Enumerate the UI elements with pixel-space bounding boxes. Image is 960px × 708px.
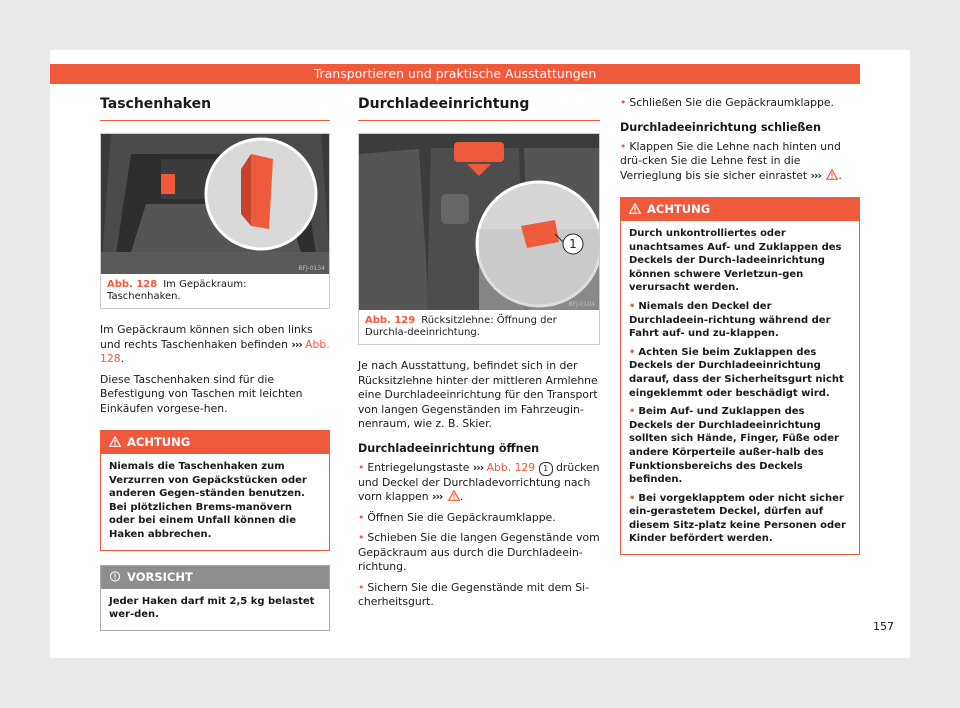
paragraph [100,323,330,367]
text: drücken und Deckel der Durchladevorrichtung nach vorn klappen [358,460,600,503]
column-durchladeeinrichtung [358,96,600,610]
text: Entriegelungstaste [367,460,470,474]
bullet: • [358,510,365,524]
warning-triangle-icon[interactable] [826,169,838,180]
bullet-item: • Klappen Sie die Lehne nach hinten und drü-cken Sie die Lehne fest in die Verrieglung bis sie sicher einrastet ››› . [620,139,842,182]
text: Sichern Sie die Gegenstände mit dem Si-cherheitsgurt. [358,580,590,608]
section-heading-taschenhaken: Taschenhaken [100,96,330,121]
section-heading-durchladeeinrichtung: Durchladeeinrichtung [358,96,600,121]
page-number: 157 [873,620,894,633]
text: Schließen Sie die Gepäckraumklappe. [629,96,834,109]
figure-caption-text: Im Gepäckraum: Taschenhaken. [107,279,247,302]
bullet: • [620,139,627,153]
warning-item [629,405,851,487]
figure-marker-1: 1 [569,237,577,251]
bullet-item [358,531,600,575]
bullet: • [358,580,365,594]
text: Beim Auf- und Zuklappen des Deckels der Durchladeeinrichtung sollten sich Hände, Finger, Füße oder andere Körperteile außer-halb des Funktionsbereichs des Deckels befinden. [629,406,839,486]
warning-title: ACHTUNG [647,202,711,216]
bullet: • [629,346,636,358]
warning-triangle-icon [629,203,641,214]
warning-item [629,492,851,546]
column-taschenhaken [100,96,330,631]
warning-header [621,198,859,221]
caution-title: VORSICHT [127,569,193,584]
info-icon [109,571,121,582]
warning-intro: Durch unkontrolliertes oder unachtsames Auf- und Zuklappen des Deckels der Durch-ladeeinrichtung können schwere Verletzun-gen verursacht werden. [629,228,842,294]
figure-caption-text: Rücksitzlehne: Öffnung der Durchla-deeinrichtung. [365,315,557,338]
figure-128 [100,133,330,309]
text: Öffnen Sie die Gepäckraumklappe. [367,510,556,524]
figure-129-image [359,134,599,310]
text: Klappen Sie die Lehne nach hinten und drü-cken Sie die Lehne fest in die Verrieglung bis sie sicher einrastet [620,139,841,182]
text: Niemals den Deckel der Durchladeein-richtung während der Fahrt auf- und zu-klappen. [629,300,831,340]
bullet: • [629,492,636,504]
text: Bei vorgeklapptem oder nicht sicher ein-gerastetem Deckel, dürfen auf diesem Sitz-platz keine Personen oder Kinder befördert werden. [629,492,846,545]
bullet: • [629,406,636,418]
paragraph: Je nach Ausstattung, befindet sich in der Rücksitzlehne hinter der mittleren Armlehne eine Durchladeeinrichtung für den Transport von langen Gegenständen im Fahrzeugin-nenraum, wie z. B. Skier. [358,359,598,430]
warning-triangle-icon[interactable] [448,490,460,501]
text: Achten Sie beim Zuklappen des Deckels der Durchladeeinrichtung darauf, dass der Sicherheitsgurt nicht eingeklemmt oder beschädigt wird. [629,346,844,399]
figure-link[interactable]: Abb. 129 [486,460,536,474]
figure-128-caption [101,274,329,308]
caution-text: Jeder Haken darf mit 2,5 kg belastet wer-den. [109,595,315,621]
figure-code: BFJ-0134 [298,265,325,272]
caution-header [101,566,329,589]
warning-title: ACHTUNG [127,435,191,449]
callout-number: 1 [539,462,553,476]
trunk-hook-illustration [101,134,329,274]
figure-128-image [101,134,329,274]
warning-triangle-icon [109,436,121,447]
paragraph: Diese Taschenhaken sind für die Befestigung von Taschen mit leichten Einkäufen vorgese-hen. [100,372,303,415]
warning-box [620,197,860,555]
warning-text: Niemals die Taschenhaken zum Verzurren von Gepäckstücken oder anderen Gegen-ständen benutzen. Bei plötzlichen Brems-manövern oder bei einem Unfall können die Haken abbrechen. [109,461,307,540]
bullet: • [358,531,365,544]
cross-reference-arrow: ››› [810,168,821,182]
figure-129-caption [359,310,599,344]
text: . [120,352,125,365]
rear-seat-illustration [359,134,599,310]
warning-box [100,430,330,551]
page-header: Transportieren und praktische Ausstattungen [50,64,860,84]
figure-number: Abb. 129 [365,315,416,326]
subheading-close: Durchladeeinrichtung schließen [620,120,821,134]
bullet: • [358,460,365,474]
cross-reference-arrow: ››› [472,460,484,474]
bullet: • [629,300,636,312]
bullet: • [620,96,627,109]
warning-body [621,221,859,554]
figure-129 [358,133,600,345]
cross-reference-arrow: ››› [432,490,443,503]
bullet-item [358,581,600,610]
subheading-open: Durchladeeinrichtung öffnen [358,441,540,455]
figure-number: Abb. 128 [107,279,158,290]
warning-item [629,346,851,400]
warning-item [629,300,851,341]
bullet-item [620,96,860,111]
bullet-item [358,511,600,526]
figure-link[interactable]: Abb. 128 [100,337,330,365]
column-continued [620,96,860,555]
figure-code: BFJ-0104 [568,301,595,308]
cross-reference-arrow: ››› [291,337,302,351]
bullet-item: • Entriegelungstaste ››› Abb. 129 1 drücken und Deckel der Durchladevorrichtung nach vorn klappen ››› . [358,460,600,503]
text: Schieben Sie die langen Gegenstände vom Gepäckraum aus durch die Durchladeein-richtung. [358,531,600,573]
caution-box [100,565,330,631]
warning-header [101,431,329,454]
text: Im Gepäckraum können sich oben links und rechts Taschenhaken befinden [100,323,313,351]
